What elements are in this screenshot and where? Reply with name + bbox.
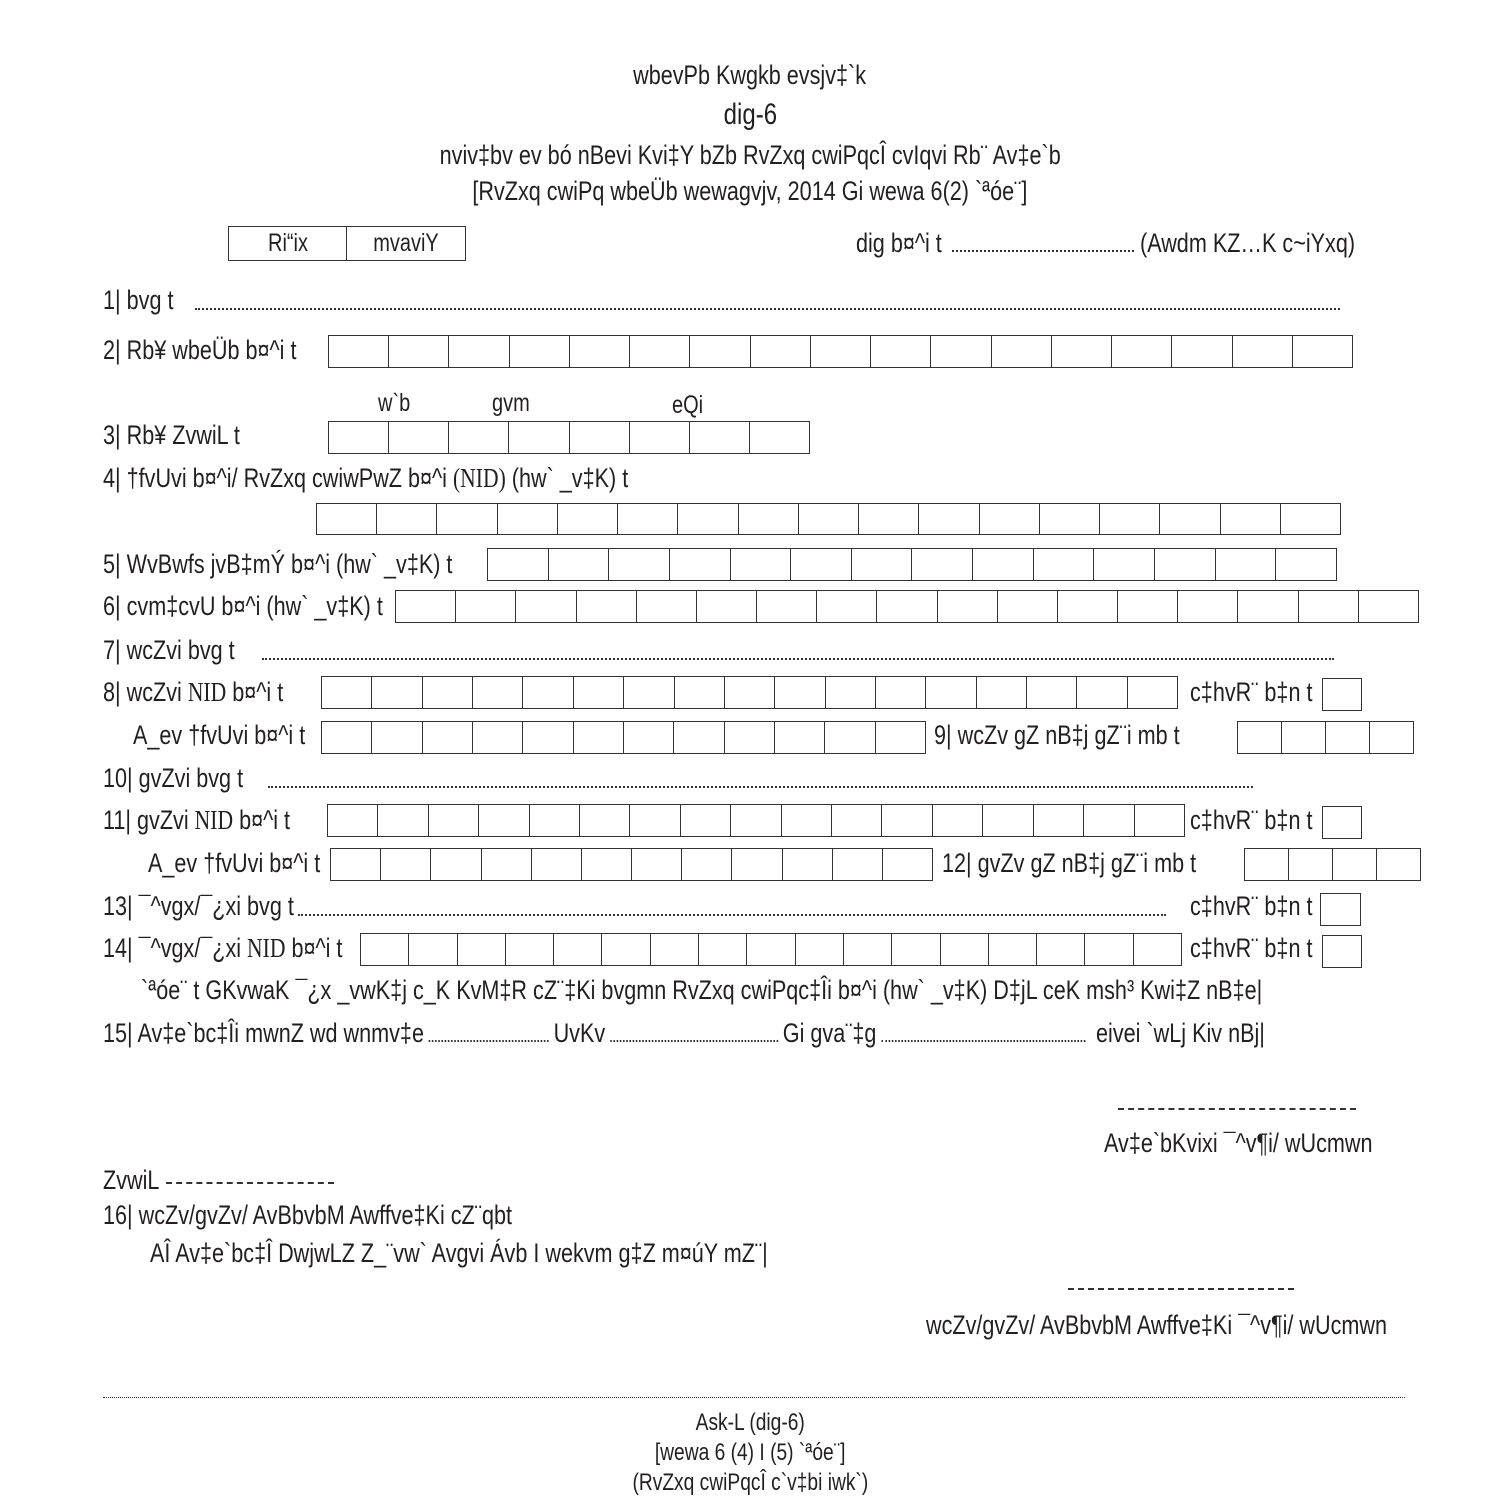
digit-cell[interactable] xyxy=(624,677,674,708)
digit-cell[interactable] xyxy=(317,504,377,534)
digit-cell[interactable] xyxy=(931,336,991,367)
digit-cell[interactable] xyxy=(1233,336,1293,367)
day-label: w`b xyxy=(378,389,411,417)
digit-cell[interactable] xyxy=(1135,805,1184,836)
guardian-signature-line[interactable] xyxy=(1068,1288,1294,1290)
digit-cell[interactable] xyxy=(871,336,931,367)
applicant-signature-label: Av‡e`bKvixi ¯^v¶i/ wUcmwn xyxy=(1104,1128,1373,1158)
digit-cell[interactable] xyxy=(423,722,473,753)
field-13-label: 13| ¯^vgx/¯¿xi bvg t xyxy=(103,891,294,921)
digit-cell[interactable] xyxy=(783,849,833,880)
digit-cell[interactable] xyxy=(1172,336,1232,367)
field-14-label: 14| ¯^vgx/¯¿xi NID b¤^i t xyxy=(103,933,343,963)
digit-cell[interactable] xyxy=(983,805,1033,836)
digit-cell[interactable] xyxy=(488,549,549,580)
digit-cell[interactable] xyxy=(409,934,457,965)
digit-cell[interactable] xyxy=(1289,849,1333,880)
digit-cell[interactable] xyxy=(826,677,876,708)
digit-cell[interactable] xyxy=(998,591,1058,622)
digit-cell[interactable] xyxy=(449,336,509,367)
form-number-title: dig-6 xyxy=(723,98,777,131)
digit-cell[interactable] xyxy=(973,549,1034,580)
digit-cell[interactable] xyxy=(396,591,456,622)
digit-cell[interactable] xyxy=(509,422,569,453)
digit-cell[interactable] xyxy=(389,336,449,367)
digit-cell[interactable] xyxy=(912,549,973,580)
digit-cell[interactable] xyxy=(725,722,775,753)
digit-cell[interactable] xyxy=(570,336,630,367)
not-applicable-label: c‡hvR¨ b‡n t xyxy=(1190,805,1313,835)
digit-cell[interactable] xyxy=(1321,894,1360,925)
field-9-label: 9| wcZv gZ nB‡j gZ¨i mb t xyxy=(934,720,1180,750)
digit-cell[interactable] xyxy=(1112,336,1172,367)
digit-cell[interactable] xyxy=(791,549,852,580)
field-8-label: 8| wcZvi NID b¤^i t xyxy=(103,677,284,707)
not-applicable-label: c‡hvR¨ b‡n t xyxy=(1190,933,1313,963)
digit-cell[interactable] xyxy=(725,677,775,708)
digit-cell[interactable] xyxy=(624,722,674,753)
digit-cell[interactable] xyxy=(651,934,699,965)
digit-cell[interactable] xyxy=(690,336,750,367)
receipt-note: (RvZxq cwiPqcÎ c`v‡bi iwk`) xyxy=(632,1469,868,1496)
digit-cell[interactable] xyxy=(844,934,892,965)
field-11-label: 11| gvZvi NID b¤^i t xyxy=(103,805,291,835)
digit-cell[interactable] xyxy=(731,805,781,836)
digit-cell[interactable] xyxy=(632,849,682,880)
mother-voter-boxes[interactable] xyxy=(330,848,933,881)
digit-cell[interactable] xyxy=(1094,549,1155,580)
digit-cell[interactable] xyxy=(618,504,678,534)
digit-cell[interactable] xyxy=(574,722,624,753)
digit-cell[interactable] xyxy=(757,591,817,622)
digit-cell[interactable] xyxy=(675,677,725,708)
form-number-field[interactable] xyxy=(952,250,1134,252)
digit-cell[interactable] xyxy=(799,504,859,534)
field-1-label: 1| bvg t xyxy=(103,285,174,315)
digit-cell[interactable] xyxy=(1034,549,1095,580)
digit-cell[interactable] xyxy=(817,591,877,622)
digit-cell[interactable] xyxy=(1027,677,1077,708)
field-4-label: 4| †fvUvi b¤^i/ RvZxq cwiwPwZ b¤^i (NID) (hw` _v‡K) t xyxy=(103,463,629,493)
field-6-label: 6| cvm‡cvU b¤^i (hw` _v‡K) t xyxy=(103,591,383,621)
father-death-year-boxes[interactable] xyxy=(1237,721,1414,754)
field-10-label: 10| gvZvi bvg t xyxy=(103,763,244,793)
not-applicable-label: c‡hvR¨ b‡n t xyxy=(1190,891,1313,921)
digit-cell[interactable] xyxy=(437,504,497,534)
digit-cell[interactable] xyxy=(1134,934,1181,965)
digit-cell[interactable] xyxy=(811,336,871,367)
digit-cell[interactable] xyxy=(322,677,372,708)
digit-cell[interactable] xyxy=(747,934,795,965)
passport-number-boxes[interactable] xyxy=(395,590,1419,623)
digit-cell[interactable] xyxy=(1323,679,1361,710)
digit-cell[interactable] xyxy=(389,422,449,453)
digit-cell[interactable] xyxy=(1084,805,1134,836)
form-title: nviv‡bv ev bó nBevi Kvi‡Y bZb RvZxq cwiPqcÎ cvIqvi Rb¨ Av‡e`b xyxy=(439,140,1061,170)
digit-cell[interactable] xyxy=(1326,722,1370,753)
digit-cell[interactable] xyxy=(516,591,576,622)
field-5-label: 5| WvBwfs jvB‡mÝ b¤^i (hw` _v‡K) t xyxy=(103,549,453,579)
digit-cell[interactable] xyxy=(361,934,409,965)
digit-cell[interactable] xyxy=(580,805,630,836)
father-name-field[interactable] xyxy=(262,658,1334,660)
digit-cell[interactable] xyxy=(731,549,792,580)
digit-cell[interactable] xyxy=(876,722,925,753)
field-15-text: 15| Av‡e`bc‡Îi mwnZ wd wnmv‡e UvKv Gi gva¨‡g eivei `wLj Kiv nBj| xyxy=(103,1018,1265,1048)
digit-cell[interactable] xyxy=(992,336,1052,367)
digit-cell[interactable] xyxy=(1118,591,1178,622)
name-field[interactable] xyxy=(195,308,1340,310)
digit-cell[interactable] xyxy=(919,504,979,534)
date-field[interactable] xyxy=(166,1182,334,1184)
digit-cell[interactable] xyxy=(989,934,1037,965)
digit-cell[interactable] xyxy=(431,849,481,880)
digit-cell[interactable] xyxy=(1178,591,1238,622)
digit-cell[interactable] xyxy=(941,934,989,965)
mother-death-year-boxes[interactable] xyxy=(1244,848,1421,881)
digit-cell[interactable] xyxy=(775,722,825,753)
digit-cell[interactable] xyxy=(852,549,913,580)
digit-cell[interactable] xyxy=(473,722,523,753)
spouse-not-applicable-box[interactable] xyxy=(1320,893,1361,926)
digit-cell[interactable] xyxy=(1216,549,1277,580)
digit-cell[interactable] xyxy=(699,934,747,965)
digit-cell[interactable] xyxy=(1100,504,1160,534)
digit-cell[interactable] xyxy=(331,849,381,880)
digit-cell[interactable] xyxy=(690,422,750,453)
digit-cell[interactable] xyxy=(681,805,731,836)
digit-cell[interactable] xyxy=(1238,722,1282,753)
digit-cell[interactable] xyxy=(670,549,731,580)
digit-cell[interactable] xyxy=(582,849,632,880)
digit-cell[interactable] xyxy=(892,934,940,965)
digit-cell[interactable] xyxy=(1293,336,1352,367)
digit-cell[interactable] xyxy=(825,722,875,753)
digit-cell[interactable] xyxy=(532,849,582,880)
form-number-note: (Awdm KZ…K c~iYxq) xyxy=(1140,228,1356,258)
digit-cell[interactable] xyxy=(883,849,932,880)
mother-not-applicable-box[interactable] xyxy=(1322,806,1362,839)
father-not-applicable-box[interactable] xyxy=(1322,678,1362,711)
digit-cell[interactable] xyxy=(980,504,1040,534)
month-label: gvm xyxy=(492,389,530,417)
digit-cell[interactable] xyxy=(977,677,1027,708)
digit-cell[interactable] xyxy=(1359,591,1418,622)
digit-cell[interactable] xyxy=(1085,934,1133,965)
digit-cell[interactable] xyxy=(938,591,998,622)
digit-cell[interactable] xyxy=(1323,936,1361,967)
digit-cell[interactable] xyxy=(482,849,532,880)
digit-cell[interactable] xyxy=(782,805,832,836)
digit-cell[interactable] xyxy=(558,504,618,534)
digit-cell[interactable] xyxy=(832,805,882,836)
digit-cell[interactable] xyxy=(1282,722,1326,753)
field-7-label: 7| wcZvi bvg t xyxy=(103,635,235,665)
nid-number-boxes[interactable] xyxy=(316,503,1341,535)
digit-cell[interactable] xyxy=(630,422,690,453)
mother-name-field[interactable] xyxy=(268,786,1253,788)
payment-ref-field[interactable] xyxy=(881,1020,1085,1042)
field-12-label: 12| gvZv gZ nB‡j gZ¨i mb t xyxy=(942,848,1197,878)
digit-cell[interactable] xyxy=(1160,504,1220,534)
field-16-title: 16| wcZv/gvZv/ AvBbvbM Awffve‡Ki cZ¨qbt xyxy=(103,1200,512,1230)
guardian-signature-label: wcZv/gvZv/ AvBbvbM Awffve‡Ki ¯^v¶i/ wUcmwn xyxy=(926,1310,1387,1340)
digit-cell[interactable] xyxy=(378,805,428,836)
digit-cell[interactable] xyxy=(1276,549,1336,580)
payment-method-field[interactable] xyxy=(610,1020,778,1042)
urgent-box[interactable]: Ri“ix xyxy=(228,226,347,261)
receipt-rule: [wewa 6 (4) I (5) `ªóe¨] xyxy=(654,1439,846,1466)
digit-cell[interactable] xyxy=(697,591,757,622)
digit-cell[interactable] xyxy=(577,591,637,622)
digit-cell[interactable] xyxy=(1281,504,1340,534)
digit-cell[interactable] xyxy=(1155,549,1216,580)
digit-cell[interactable] xyxy=(530,805,580,836)
digit-cell[interactable] xyxy=(322,722,372,753)
date-label: ZvwiL xyxy=(103,1165,160,1195)
digit-cell[interactable] xyxy=(933,805,983,836)
digit-cell[interactable] xyxy=(1333,849,1377,880)
spouse-nid-not-applicable-box[interactable] xyxy=(1322,935,1362,968)
digit-cell[interactable] xyxy=(328,805,378,836)
digit-cell[interactable] xyxy=(859,504,919,534)
digit-cell[interactable] xyxy=(479,805,529,836)
father-voter-label: A_ev †fvUvi b¤^i t xyxy=(133,720,306,750)
digit-cell[interactable] xyxy=(1221,504,1281,534)
digit-cell[interactable] xyxy=(458,934,506,965)
digit-cell[interactable] xyxy=(775,677,825,708)
not-applicable-label: c‡hvR¨ b‡n t xyxy=(1190,677,1313,707)
digit-cell[interactable] xyxy=(882,805,932,836)
digit-cell[interactable] xyxy=(678,504,738,534)
digit-cell[interactable] xyxy=(1377,849,1420,880)
digit-cell[interactable] xyxy=(609,549,670,580)
father-nid-boxes[interactable] xyxy=(321,676,1178,709)
digit-cell[interactable] xyxy=(1077,677,1127,708)
digit-cell[interactable] xyxy=(833,849,883,880)
digit-cell[interactable] xyxy=(1245,849,1289,880)
digit-cell[interactable] xyxy=(630,805,680,836)
digit-cell[interactable] xyxy=(329,422,389,453)
digit-cell[interactable] xyxy=(682,849,732,880)
digit-cell[interactable] xyxy=(1037,934,1085,965)
digit-cell[interactable] xyxy=(329,336,389,367)
digit-cell[interactable] xyxy=(372,722,422,753)
rule-reference: [RvZxq cwiPq wbeÜb wewagvjv, 2014 Gi wewa 6(2) `ªóe¨] xyxy=(472,176,1028,206)
digit-cell[interactable] xyxy=(1040,504,1100,534)
digit-cell[interactable] xyxy=(751,336,811,367)
field-3-label: 3| Rb¥ ZvwiL t xyxy=(103,420,240,450)
mother-voter-label: A_ev †fvUvi b¤^i t xyxy=(148,848,321,878)
digit-cell[interactable] xyxy=(377,504,437,534)
digit-cell[interactable] xyxy=(602,934,650,965)
digit-cell[interactable] xyxy=(732,849,782,880)
digit-cell[interactable] xyxy=(796,934,844,965)
header-line1: wbevPb Kwgkb evsjv‡`k xyxy=(633,60,867,90)
digit-cell[interactable] xyxy=(1370,722,1413,753)
spouse-nid-boxes[interactable] xyxy=(360,933,1182,966)
digit-cell[interactable] xyxy=(1058,591,1118,622)
regular-box[interactable]: mvaviY xyxy=(346,226,466,261)
digit-cell[interactable] xyxy=(1128,677,1177,708)
father-voter-boxes[interactable] xyxy=(321,721,926,754)
driving-license-boxes[interactable] xyxy=(487,548,1337,581)
digit-cell[interactable] xyxy=(1299,591,1359,622)
fee-amount-field[interactable] xyxy=(429,1020,549,1042)
digit-cell[interactable] xyxy=(381,849,431,880)
digit-cell[interactable] xyxy=(876,677,926,708)
digit-cell[interactable] xyxy=(570,422,630,453)
note-text: `ªóe¨ t GKvwaK ¯¿x _vwK‡j c_K KvM‡R cZ¨‡Ki bvgmn RvZxq cwiPqc‡Îi b¤^i (hw` _v‡K) D‡jL ceK msh³ Kwi‡Z nB‡e| xyxy=(141,975,1263,1005)
digit-cell[interactable] xyxy=(429,805,479,836)
digit-cell[interactable] xyxy=(1034,805,1084,836)
digit-cell[interactable] xyxy=(739,504,799,534)
digit-cell[interactable] xyxy=(554,934,602,965)
digit-cell[interactable] xyxy=(630,336,690,367)
year-label: eQi xyxy=(672,391,704,419)
form-number-label: dig b¤^i t xyxy=(856,228,942,258)
digit-cell[interactable] xyxy=(877,591,937,622)
applicant-signature-line[interactable] xyxy=(1118,1108,1356,1110)
digit-cell[interactable] xyxy=(926,677,976,708)
digit-cell[interactable] xyxy=(574,677,624,708)
digit-cell[interactable] xyxy=(523,677,573,708)
digit-cell[interactable] xyxy=(506,934,554,965)
mother-nid-boxes[interactable] xyxy=(327,804,1185,837)
digit-cell[interactable] xyxy=(1052,336,1112,367)
cut-line xyxy=(103,1397,1405,1398)
digit-cell[interactable] xyxy=(372,677,422,708)
spouse-name-field[interactable] xyxy=(298,914,1166,916)
digit-cell[interactable] xyxy=(637,591,697,622)
receipt-title: Ask-L (dig-6) xyxy=(695,1409,805,1436)
birth-reg-number-boxes[interactable] xyxy=(328,335,1353,368)
digit-cell[interactable] xyxy=(750,422,809,453)
digit-cell[interactable] xyxy=(456,591,516,622)
digit-cell[interactable] xyxy=(449,422,509,453)
digit-cell[interactable] xyxy=(498,504,558,534)
digit-cell[interactable] xyxy=(674,722,724,753)
field-2-label: 2| Rb¥ wbeÜb b¤^i t xyxy=(103,335,297,365)
digit-cell[interactable] xyxy=(510,336,570,367)
digit-cell[interactable] xyxy=(1238,591,1298,622)
digit-cell[interactable] xyxy=(523,722,573,753)
digit-cell[interactable] xyxy=(423,677,473,708)
digit-cell[interactable] xyxy=(549,549,610,580)
field-16-text: AÎ Av‡e`bc‡Î DwjwLZ Z_¨vw` Avgvi Ávb I wekvm g‡Z m¤úY mZ¨| xyxy=(150,1238,768,1268)
birth-date-boxes[interactable] xyxy=(328,421,810,454)
digit-cell[interactable] xyxy=(473,677,523,708)
digit-cell[interactable] xyxy=(1323,807,1361,838)
